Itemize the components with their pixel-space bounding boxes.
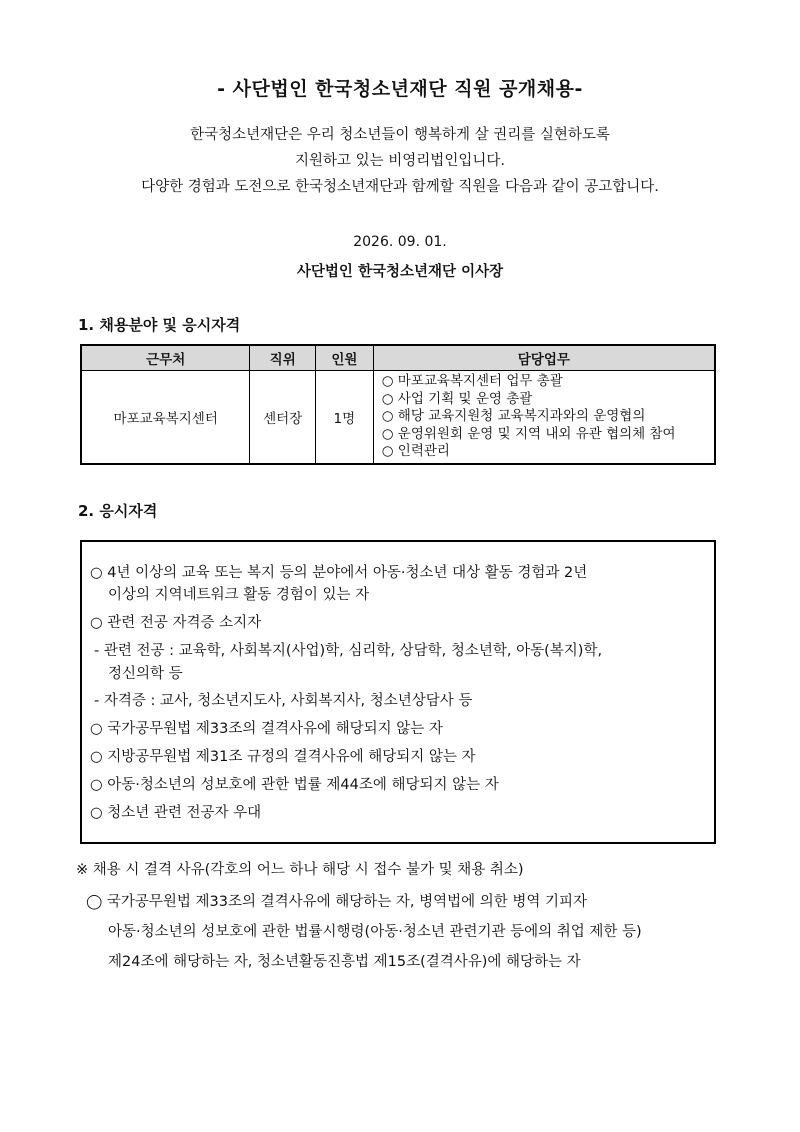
cell-position: 센터장 xyxy=(250,371,316,464)
duty-item: ○ 마포교육복지센터 업무 총괄 xyxy=(381,373,563,389)
qualification-item: ○ 지방공무원법 제31조 규정의 결격사유에 해당되지 않는 자 xyxy=(90,749,476,765)
qualifications-box xyxy=(80,540,716,844)
notice-line: 아동·청소년의 성보호에 관한 법률시행령(아동·청소년 관련기관 등에의 취업 제한 등) xyxy=(108,924,642,940)
qualification-item: - 자격증 : 교사, 청소년지도사, 사회복지사, 청소년상담사 등 xyxy=(94,693,473,709)
notice-line: ◯ 국가공무원법 제33조의 결격사유에 해당하는 자, 병역법에 의한 병역 기피자 xyxy=(86,894,587,910)
section2-heading: 2. 응시자격 xyxy=(78,502,158,520)
column-header-headcount: 인원 xyxy=(316,345,374,371)
qualification-item: ○ 4년 이상의 교육 또는 복지 등의 분야에서 아동·청소년 대상 활동 경험과 2년 xyxy=(90,565,588,581)
duty-item: ○ 사업 기획 및 운영 총괄 xyxy=(381,390,533,407)
qualification-item: 정신의학 등 xyxy=(108,666,183,682)
intro-line: 지원하고 있는 비영리법인입니다. xyxy=(295,153,505,169)
document-title: - 사단법인 한국청소년재단 직원 공개채용- xyxy=(217,78,583,100)
qualification-item: ○ 관련 전공 자격증 소지자 xyxy=(90,615,262,631)
table-row xyxy=(81,371,715,464)
qualification-item: ○ 아동·청소년의 성보호에 관한 법률 제44조에 해당되지 않는 자 xyxy=(90,777,499,793)
table-header-row xyxy=(81,345,715,371)
notice-line: 제24조에 해당하는 자, 청소년활동진흥법 제15조(결격사유)에 해당하는 자 xyxy=(108,954,581,970)
disqualification-notice-heading: ※ 채용 시 결격 사유(각호의 어느 하나 해당 시 접수 불가 및 채용 취소) xyxy=(76,862,524,878)
cell-headcount: 1명 xyxy=(316,371,374,464)
qualification-item: - 관련 전공 : 교육학, 사회복지(사업)학, 심리학, 상담학, 청소년학, 아동(복지)학, xyxy=(94,643,603,659)
cell-duties xyxy=(373,371,715,464)
qualification-item: 이상의 지역네트워크 활동 경험이 있는 자 xyxy=(108,587,370,603)
issuing-organization: 사단법인 한국청소년재단 이사장 xyxy=(296,264,504,280)
column-header-duties: 담당업무 xyxy=(373,345,715,371)
duty-item: ○ 운영위원회 운영 및 지역 내외 유관 협의체 참여 xyxy=(381,425,676,442)
duty-item: ○ 해당 교육지원청 교육복지과와의 운영협의 xyxy=(381,408,646,424)
section1-heading: 1. 채용분야 및 응시자격 xyxy=(78,316,241,334)
disqualification-notice-body xyxy=(86,887,726,977)
qualification-item: ○ 국가공무원법 제33조의 결격사유에 해당되지 않는 자 xyxy=(90,721,443,737)
intro-paragraph xyxy=(0,122,800,200)
intro-line: 한국청소년재단은 우리 청소년들이 행복하게 살 권리를 실현하도록 xyxy=(190,127,610,143)
announcement-date: 2026. 09. 01. xyxy=(353,234,447,250)
recruitment-table xyxy=(80,344,716,465)
cell-workplace: 마포교육복지센터 xyxy=(81,371,250,464)
qualification-item: ○ 청소년 관련 전공자 우대 xyxy=(90,805,262,821)
column-header-position: 직위 xyxy=(250,345,316,371)
column-header-workplace: 근무처 xyxy=(81,345,250,371)
intro-line: 다양한 경험과 도전으로 한국청소년재단과 함께할 직원을 다음과 같이 공고합니다. xyxy=(141,179,659,195)
duty-item: ○ 인력관리 xyxy=(381,443,450,459)
